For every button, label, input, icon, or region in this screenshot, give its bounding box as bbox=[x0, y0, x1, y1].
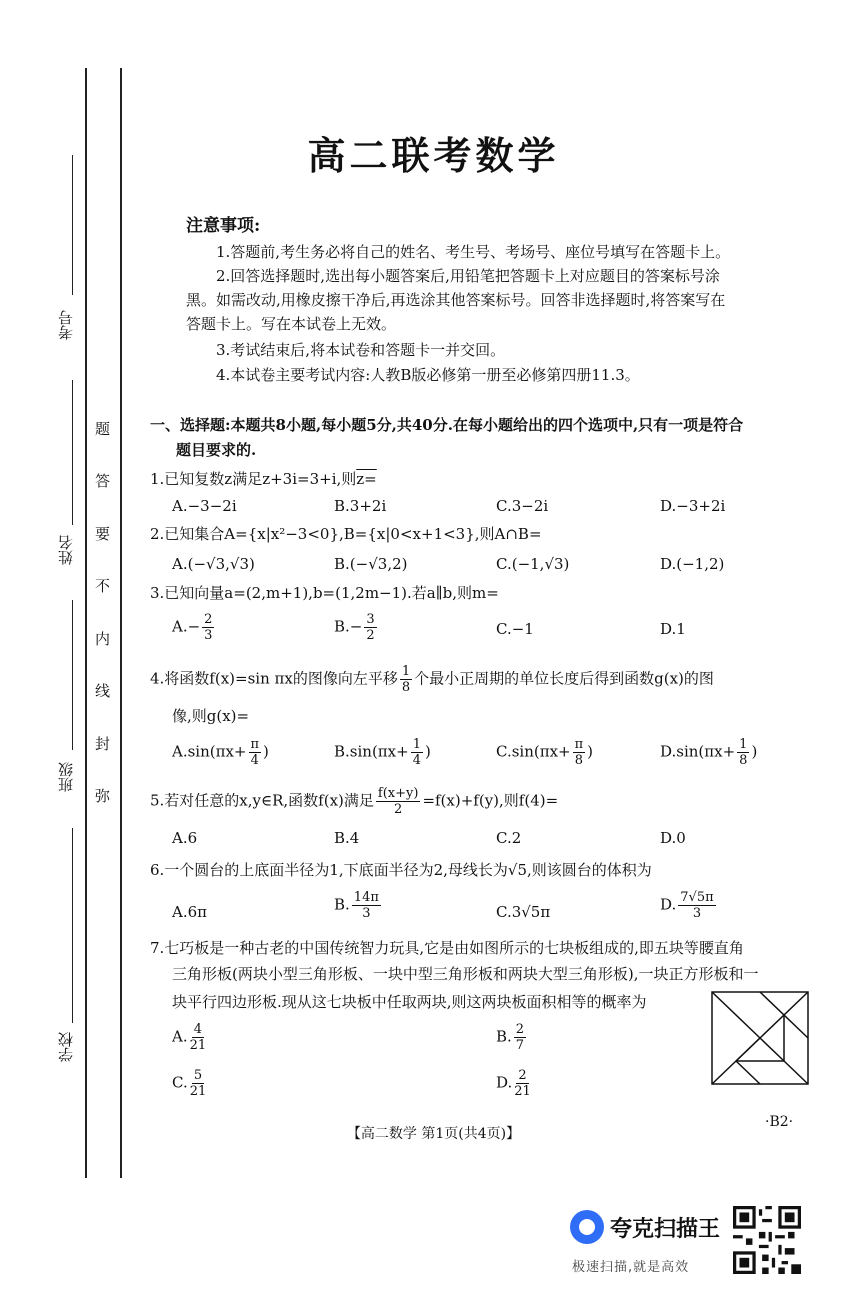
q7-option-d: D. $\frac{2}{21}$ bbox=[496, 1068, 531, 1099]
q6-option-c: C.3√5π bbox=[496, 903, 551, 921]
q4-option-c: C.sin(πx+ $\frac{\pi}{8}$ ) bbox=[496, 737, 594, 768]
notice-item: 2.回答选择题时,选出每小题答案后,用铅笔把答题卡上对应题目的答案标号涂 bbox=[216, 267, 720, 285]
q2-option-a: A.(−√3,√3) bbox=[172, 555, 255, 573]
q3-option-b: B.− $\frac{3}{2}$ bbox=[334, 612, 375, 643]
qr-code-icon bbox=[733, 1206, 801, 1274]
seal-char: 弥 bbox=[95, 787, 111, 805]
q5-option-d: D.0 bbox=[660, 829, 686, 847]
section-heading: 一、选择题:本题共8小题,每小题5分,共40分.在每小题给出的四个选项中,只有一项是符合 bbox=[150, 416, 744, 434]
tangram-figure bbox=[710, 990, 810, 1086]
q1-option-b: B.3+2i bbox=[334, 497, 387, 515]
xingming-label: 姓名 bbox=[57, 535, 75, 565]
page-footer: 【高二数学 第1页(共4页)】 bbox=[346, 1126, 521, 1142]
question-4-stem-cont: 像,则g(x)= bbox=[172, 707, 250, 725]
q1-option-d: D.−3+2i bbox=[660, 497, 726, 515]
question-3-stem: 3.已知向量a=(2,m+1),b=(1,2m−1).若a∥b,则m= bbox=[150, 584, 499, 602]
notice-item: 1.答题前,考生务必将自己的姓名、考生号、考场号、座位号填写在答题卡上。 bbox=[216, 243, 731, 261]
q4-option-a: A.sin(πx+ $\frac{\pi}{4}$ ) bbox=[172, 737, 269, 768]
q7-option-c: C. $\frac{5}{21}$ bbox=[172, 1068, 207, 1099]
question-6-stem: 6.一个圆台的上底面半径为1,下底面半径为2,母线长为√5,则该圆台的体积为 bbox=[150, 861, 652, 879]
seal-char: 内 bbox=[95, 630, 111, 648]
notice-item: 4.本试卷主要考试内容:人教B版必修第一册至必修第四册11.3。 bbox=[216, 366, 640, 384]
q6-option-b: B. $\frac{14\pi}{3}$ bbox=[334, 890, 379, 921]
q2-option-d: D.(−1,2) bbox=[660, 555, 725, 573]
seal-char: 要 bbox=[95, 525, 111, 543]
q3-option-a: A.− $\frac{2}{3}$ bbox=[172, 612, 213, 643]
q6-option-a: A.6π bbox=[172, 903, 208, 921]
brand-name: 夸克扫描王 bbox=[610, 1217, 721, 1242]
version-badge: ·B2· bbox=[765, 1114, 794, 1130]
question-7-stem: 7.七巧板是一种古老的中国传统智力玩具,它是由如图所示的七块板组成的,即五块等腰直角 bbox=[150, 939, 744, 957]
seal-char: 题 bbox=[95, 420, 111, 438]
kaohao-label: 考号 bbox=[57, 310, 75, 340]
question-7-stem-cont: 块平行四边形板.现从这七块板中任取两块,则这两块板面积相等的概率为 bbox=[172, 993, 647, 1011]
seal-char: 答 bbox=[95, 472, 111, 490]
banji-label: 班级 bbox=[57, 762, 75, 792]
q4-option-b: B.sin(πx+ $\frac{1}{4}$ ) bbox=[334, 737, 431, 768]
xuexiao-label: 学校 bbox=[57, 1032, 75, 1062]
banji-blank bbox=[72, 600, 73, 750]
notice-item: 3.考试结束后,将本试卷和答题卡一并交回。 bbox=[216, 341, 506, 359]
q2-option-c: C.(−1,√3) bbox=[496, 555, 570, 573]
question-7-stem-cont: 三角形板(两块小型三角形板、一块中型三角形板和两块大型三角形板),一块正方形板和一 bbox=[172, 965, 759, 983]
q5-option-c: C.2 bbox=[496, 829, 522, 847]
q1-option-c: C.3−2i bbox=[496, 497, 549, 515]
seal-char: 不 bbox=[95, 577, 111, 595]
question-4-stem: 4.将函数f(x)=sin πx的图像向左平移 $\frac{1}{8}$ 个最小正周期的单位长度后得到函数g(x)的图 bbox=[150, 664, 714, 695]
notice-item: 答题卡上。写在本试卷上无效。 bbox=[186, 315, 397, 333]
page-title: 高二联考数学 bbox=[307, 133, 560, 178]
q2-option-b: B.(−√3,2) bbox=[334, 555, 408, 573]
seal-char: 封 bbox=[95, 735, 111, 753]
brand-slogan: 极速扫描,就是高效 bbox=[572, 1260, 690, 1275]
q6-option-d: D. $\frac{7√5\pi}{3}$ bbox=[660, 890, 714, 921]
quark-logo-icon bbox=[570, 1210, 604, 1244]
xuexiao-blank bbox=[72, 828, 73, 1023]
q5-option-a: A.6 bbox=[172, 829, 198, 847]
q3-option-d: D.1 bbox=[660, 620, 686, 638]
q7-option-a: A. $\frac{4}{21}$ bbox=[172, 1022, 207, 1053]
question-2-stem: 2.已知集合A={x|x²−3<0},B={x|0<x+1<3},则A∩B= bbox=[150, 525, 542, 543]
q4-option-d: D.sin(πx+ $\frac{1}{8}$ ) bbox=[660, 737, 758, 768]
question-1-stem: 1.已知复数z满足z+3i=3+i,则z= bbox=[150, 470, 377, 488]
q5-option-b: B.4 bbox=[334, 829, 360, 847]
q1-option-a: A.−3−2i bbox=[172, 497, 237, 515]
binding-line-right bbox=[120, 68, 122, 1178]
binding-line-left bbox=[85, 68, 87, 1178]
seal-char: 线 bbox=[95, 682, 111, 700]
q7-option-b: B. $\frac{2}{7}$ bbox=[496, 1022, 525, 1053]
notice-heading: 注意事项: bbox=[186, 216, 261, 236]
q3-option-c: C.−1 bbox=[496, 620, 534, 638]
question-5-stem: 5.若对任意的x,y∈R,函数f(x)满足 $\frac{f(x+y)}{2}$ =f(x)+f(y),则f(4)= bbox=[150, 786, 559, 817]
xingming-blank bbox=[72, 380, 73, 525]
section-heading-cont: 题目要求的. bbox=[176, 441, 257, 459]
notice-item: 黑。如需改动,用橡皮擦干净后,再选涂其他答案标号。回答非选择题时,将答案写在 bbox=[186, 291, 726, 309]
